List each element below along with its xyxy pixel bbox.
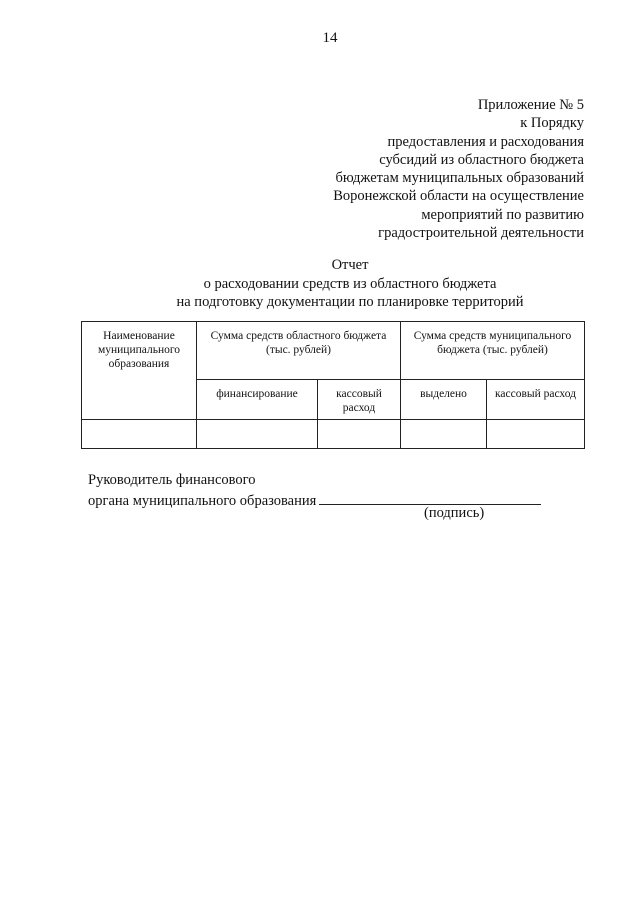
- table-header-row: [82, 322, 585, 380]
- appendix-line: бюджетам муниципальных образований: [335, 170, 584, 187]
- appendix-line: предоставления и расходования: [387, 133, 584, 150]
- report-title: Отчет: [331, 257, 369, 273]
- appendix-line: Воронежской области на осуществление: [333, 188, 584, 205]
- table-cell: [197, 420, 318, 449]
- appendix-line: градостроительной деятельности: [378, 225, 584, 242]
- table-row: [82, 420, 585, 449]
- report-subtitle: на подготовку документации по планировке территорий: [176, 294, 524, 310]
- signature-label: органа муниципального образования: [88, 492, 317, 509]
- appendix-line: субсидий из областного бюджета: [379, 151, 584, 168]
- header-cash-expense-municipal: кассовый расход: [487, 380, 585, 420]
- appendix-line: мероприятий по развитию: [421, 206, 584, 223]
- report-title-block: [90, 256, 610, 312]
- signature-caption: (подпись): [424, 505, 485, 521]
- table-cell: [401, 420, 487, 449]
- appendix-line: к Порядку: [520, 115, 584, 132]
- signature-line: [319, 490, 541, 505]
- appendix-line: Приложение № 5: [477, 97, 584, 113]
- header-municipal-budget: Сумма средств муниципального бюджета (тыс. рублей): [401, 322, 585, 380]
- appendix-header: [264, 96, 584, 242]
- table-cell: [318, 420, 401, 449]
- page-number: 14: [322, 30, 338, 46]
- report-subtitle: о расходовании средств из областного бюджета: [203, 275, 497, 292]
- table-cell: [487, 420, 585, 449]
- header-financing: финансирование: [197, 380, 318, 420]
- header-cash-expense-regional: кассовый расход: [318, 380, 401, 420]
- header-municipality-name: Наименование муниципального образования: [82, 322, 197, 420]
- report-table: [81, 321, 585, 449]
- signature-label: Руководитель финансового: [88, 472, 256, 488]
- header-allocated: выделено: [401, 380, 487, 420]
- table-cell: [82, 420, 197, 449]
- header-regional-budget: Сумма средств областного бюджета (тыс. рублей): [197, 322, 401, 380]
